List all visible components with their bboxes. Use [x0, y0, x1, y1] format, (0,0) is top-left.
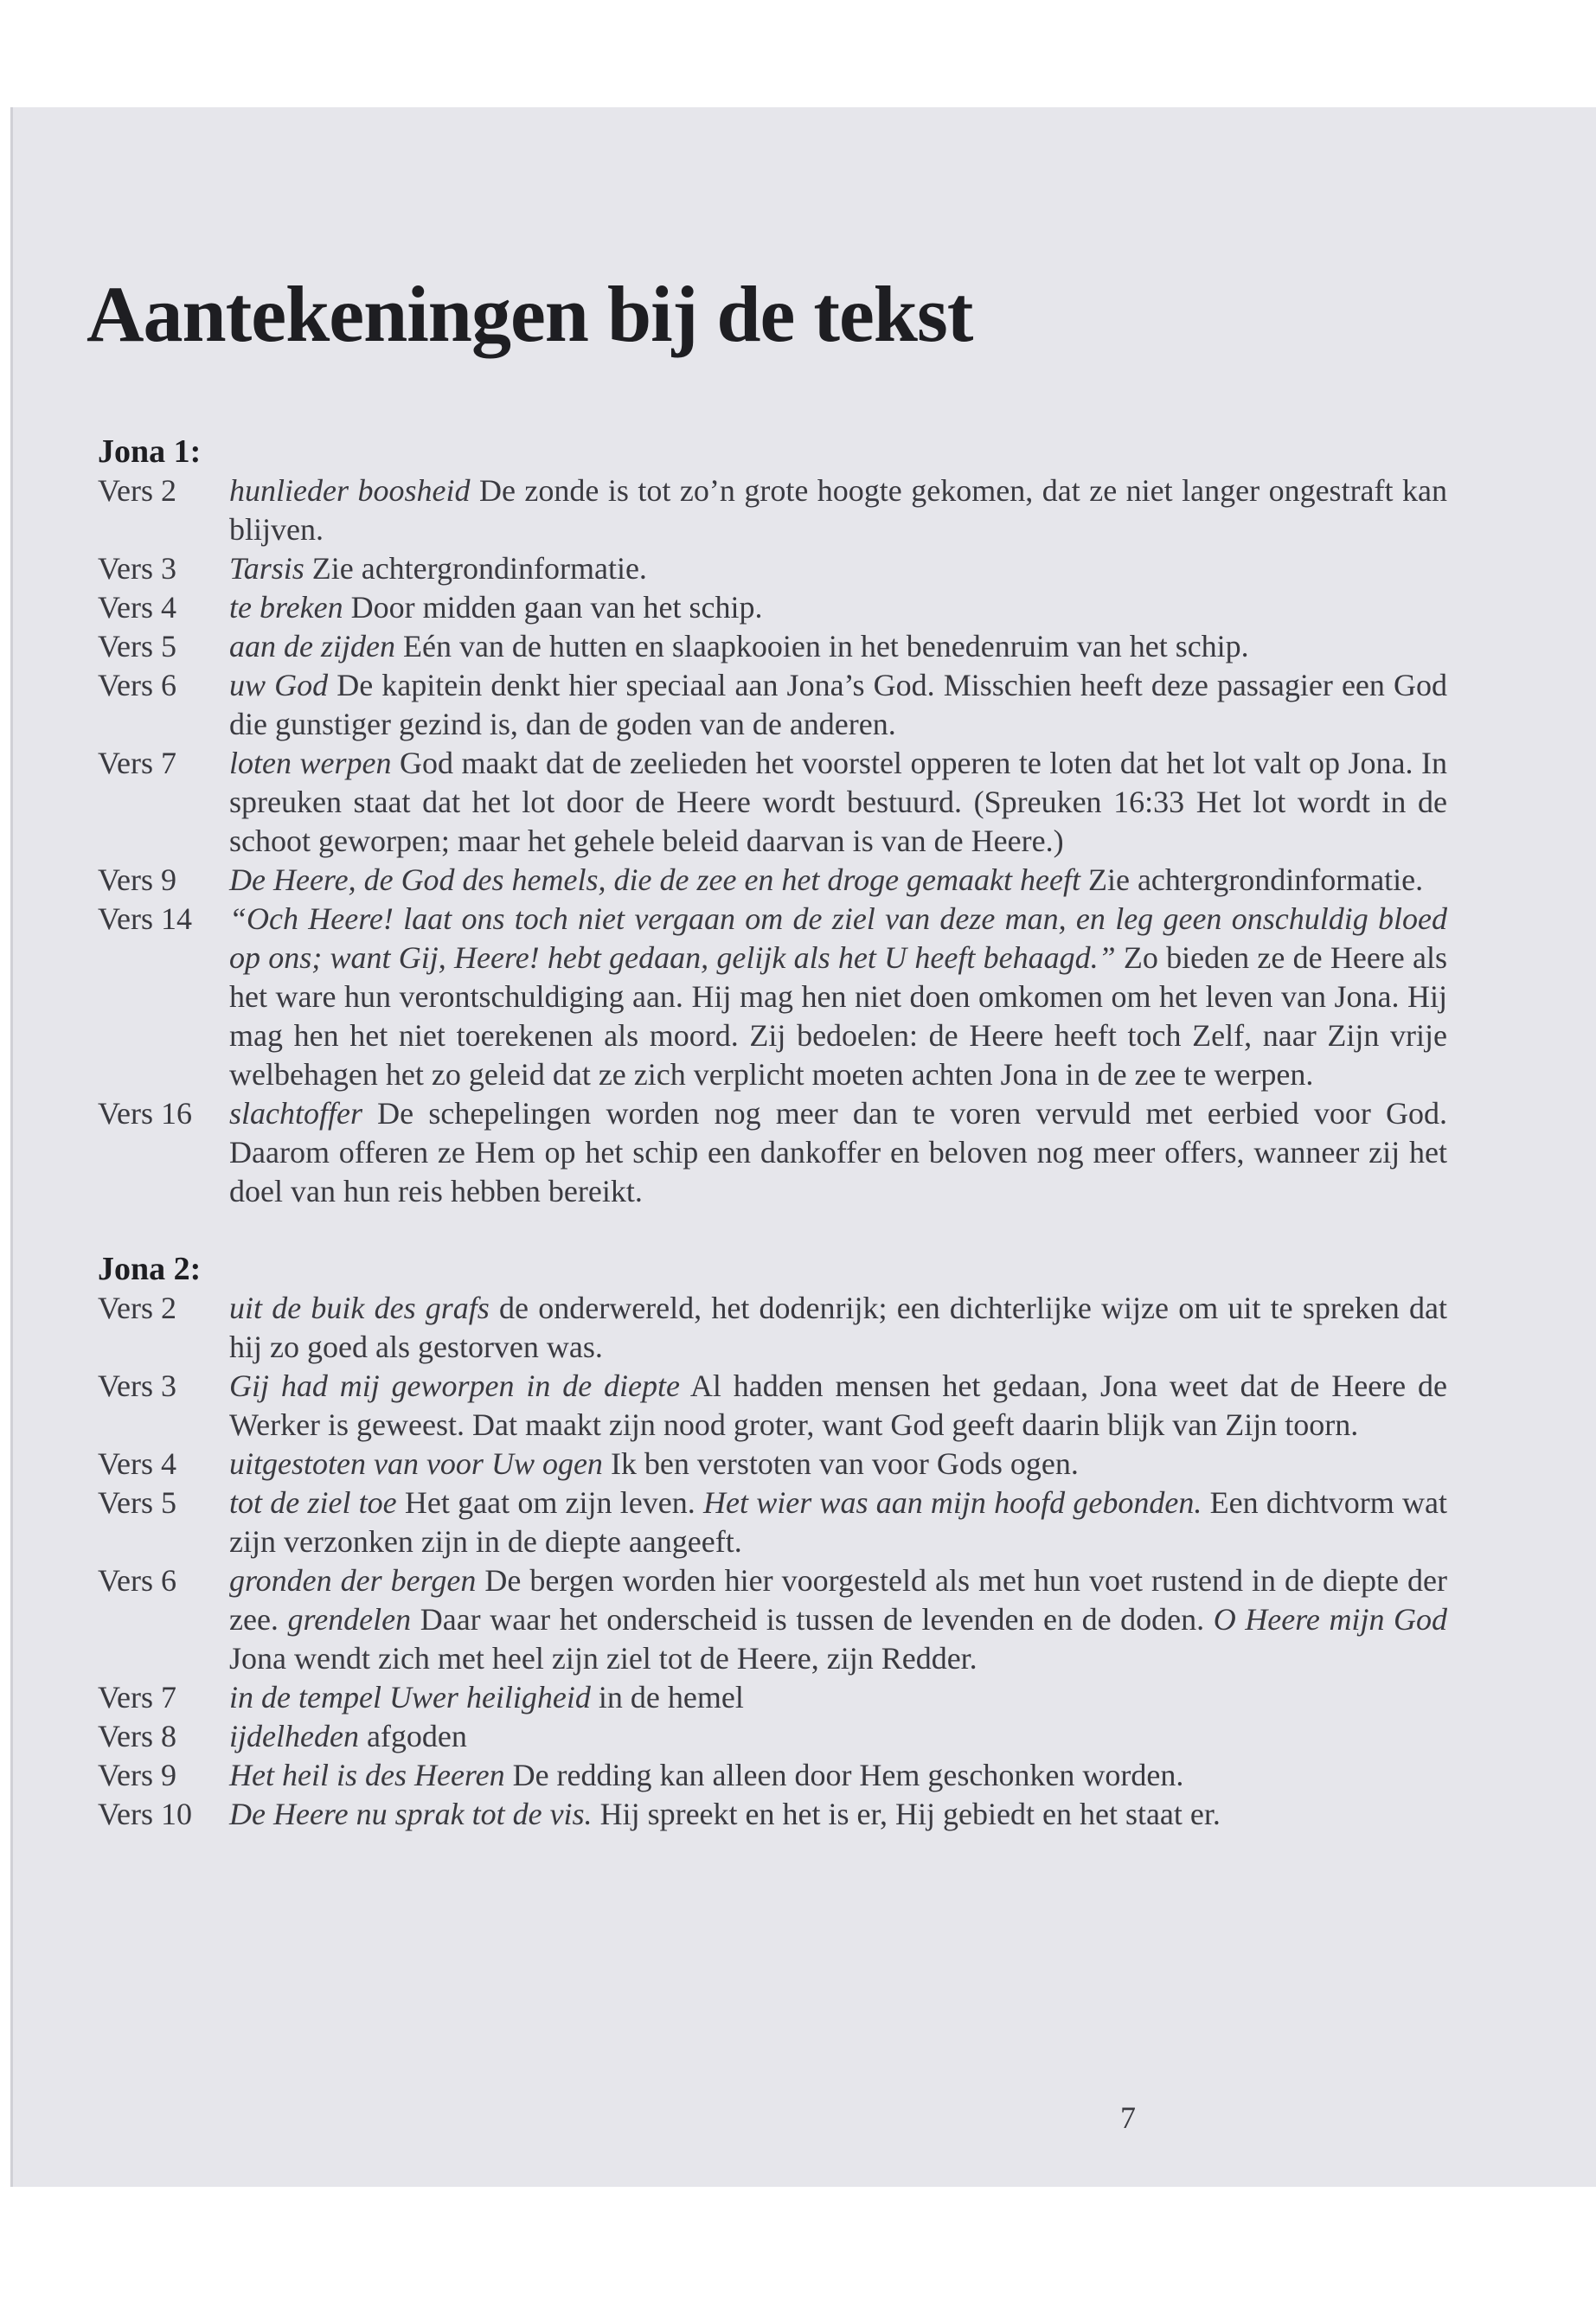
note-text: [229, 1094, 1447, 1211]
explanation: Zo bieden ze de Heere als het ware hun verontschuldiging aan. Hij mag hen niet doen omkomen om het leven van Jona. Hij mag hen het niet toerekenen als moord. Zij bedoelen: de Heere heeft toch Zelf, naar Zijn vrije welbehagen het zo geleid dat ze zich verplicht moeten achten Jona in de zee te werpen.: [229, 940, 1448, 1092]
section-heading: Jona 2:: [98, 1251, 202, 1287]
page-title: Aantekeningen bij de tekst: [87, 270, 973, 358]
note-entry: [98, 627, 1447, 666]
note-text: [229, 471, 1447, 549]
note-entry: [98, 1094, 1447, 1211]
quoted-term: uit de buik des grafs: [229, 1291, 490, 1325]
note-text: [229, 861, 1447, 900]
explanation: De kapitein denkt hier speciaal aan Jona’s God. Misschien heeft deze passagier een God die gunstiger gezind is, dan de goden van de anderen.: [229, 668, 1447, 741]
explanation: Zie achtergrondinformatie.: [1080, 862, 1424, 897]
explanation: De zonde is tot zo’n grote hoogte gekomen, dat ze niet langer ongestraft kan blijven.: [229, 473, 1447, 547]
verse-label: Vers 3: [98, 1368, 176, 1403]
note-entry: [98, 1756, 1447, 1795]
verse-label: Vers 5: [98, 1485, 176, 1520]
quoted-term: loten werpen: [229, 746, 392, 780]
note-entry: [98, 588, 1447, 627]
note-text: [229, 1289, 1447, 1367]
note-entry: [98, 1367, 1447, 1445]
page-number: 7: [1120, 2100, 1136, 2135]
verse-label: Vers 6: [98, 668, 176, 702]
note-entry: [98, 744, 1447, 861]
note-entry: [98, 1445, 1447, 1484]
verse-label: Vers 10: [98, 1797, 192, 1831]
quoted-term: ijdelheden: [229, 1719, 359, 1753]
explanation: Ik ben verstoten van voor Gods ogen.: [602, 1446, 1079, 1481]
quoted-term: uitgestoten van voor Uw ogen: [229, 1446, 603, 1481]
verse-label: Vers 7: [98, 746, 176, 780]
quoted-term: uw God: [229, 668, 329, 702]
explanation: Een dichtvorm wat zijn verzonken zijn in de diepte aangeeft.: [229, 1485, 1448, 1559]
note-text: [229, 1795, 1447, 1834]
note-entry: [98, 1795, 1447, 1834]
verse-label: Vers 8: [98, 1719, 176, 1753]
quoted-term: gronden der bergen: [229, 1563, 477, 1598]
note-text: [229, 900, 1447, 1094]
verse-label: Vers 16: [98, 1096, 192, 1131]
quoted-term: Tarsis: [229, 551, 304, 586]
quoted-term: te breken: [229, 590, 343, 625]
quoted-term: De Heere nu sprak tot de vis.: [229, 1797, 593, 1831]
section-heading: Jona 1:: [98, 433, 202, 470]
note-entry: [98, 1678, 1447, 1717]
verse-label: Vers 9: [98, 862, 176, 897]
quoted-term: O Heere mijn God: [1213, 1602, 1448, 1637]
note-text: [229, 1561, 1447, 1678]
note-entry: [98, 1289, 1447, 1367]
note-entry: [98, 1561, 1447, 1678]
explanation: De schepelingen worden nog meer dan te voren vervuld met eerbied voor God. Daarom offeren ze Hem op het schip een dankoffer en beloven nog meer offers, wanneer zij het doel van hun reis hebben bereikt.: [229, 1096, 1447, 1208]
quoted-term: Gij had mij geworpen in de diepte: [229, 1368, 681, 1403]
verse-label: Vers 3: [98, 551, 176, 586]
quoted-term: in de tempel Uwer heiligheid: [229, 1680, 591, 1715]
explanation: in de hemel: [590, 1680, 744, 1715]
verse-label: Vers 2: [98, 473, 176, 508]
explanation: Daar waar het onderscheid is tussen de levenden en de doden.: [411, 1602, 1214, 1637]
verse-label: Vers 4: [98, 590, 176, 625]
note-text: [229, 744, 1447, 861]
explanation: Jona wendt zich met heel zijn ziel tot de Heere, zijn Redder.: [229, 1641, 977, 1676]
verse-label: Vers 2: [98, 1291, 176, 1325]
quoted-term: slachtoffer: [229, 1096, 362, 1131]
quoted-term: aan de zijden: [229, 629, 395, 663]
quoted-term: Het heil is des Heeren: [229, 1758, 505, 1792]
quoted-term: grendelen: [287, 1602, 412, 1637]
note-text: [229, 1367, 1447, 1445]
verse-label: Vers 4: [98, 1446, 176, 1481]
verse-label: Vers 9: [98, 1758, 176, 1792]
verse-label: Vers 7: [98, 1680, 176, 1715]
quoted-term: De Heere, de God des hemels, die de zee en het droge gemaakt heeft: [229, 862, 1080, 897]
note-entry: [98, 471, 1447, 549]
explanation: De redding kan alleen door Hem geschonken worden.: [504, 1758, 1184, 1792]
verse-label: Vers 14: [98, 901, 192, 936]
note-entry: [98, 861, 1447, 900]
note-text: [229, 588, 1447, 627]
note-entry: [98, 666, 1447, 744]
note-text: [229, 666, 1447, 744]
quoted-term: “Och Heere! laat ons toch niet vergaan om de ziel van deze man, en leg geen onschuldig bloed op ons; want Gij, Heere! hebt gedaan, gelijk als het U heeft behaagd.”: [229, 901, 1447, 975]
note-text: [229, 1678, 1447, 1717]
quoted-term: tot de ziel toe: [229, 1485, 397, 1520]
note-text: [229, 1484, 1447, 1561]
note-entry: [98, 900, 1447, 1094]
note-entry: [98, 1717, 1447, 1756]
note-entry: [98, 549, 1447, 588]
verse-label: Vers 6: [98, 1563, 176, 1598]
note-text: [229, 1717, 1447, 1756]
verse-label: Vers 5: [98, 629, 176, 663]
explanation: Hij spreekt en het is er, Hij gebiedt en het staat er.: [592, 1797, 1221, 1831]
explanation: Eén van de hutten en slaapkooien in het benedenruim van het schip.: [394, 629, 1249, 663]
section-spacer: [98, 1211, 1447, 1250]
quoted-term: Het wier was aan mijn hoofd gebonden.: [702, 1485, 1202, 1520]
explanation: afgoden: [358, 1719, 467, 1753]
note-text: [229, 627, 1447, 666]
note-text: [229, 1756, 1447, 1795]
explanation: Het gaat om zijn leven.: [396, 1485, 703, 1520]
explanation: Zie achtergrondinformatie.: [304, 551, 647, 586]
explanation: De bergen worden hier voorgesteld als met hun voet rustend in de diepte der zee.: [229, 1563, 1447, 1637]
quoted-term: hunlieder boosheid: [229, 473, 471, 508]
note-text: [229, 1445, 1447, 1484]
explanation: Door midden gaan van het schip.: [343, 590, 763, 625]
note-entry: [98, 1484, 1447, 1561]
explanation: Al hadden mensen het gedaan, Jona weet dat de Heere de Werker is geweest. Dat maakt zijn nood groter, want God geeft daarin blijk van Zijn toorn.: [229, 1368, 1447, 1442]
notes-list: [98, 433, 1447, 1834]
explanation: God maakt dat de zeelieden het voorstel opperen te loten dat het lot valt op Jona. In spreuken staat dat het lot door de Heere wordt bestuurd. (Spreuken 16:33 Het lot wordt in de schoot geworpen; maar het gehele beleid daarvan is van de Heere.): [229, 746, 1447, 858]
explanation: de onderwereld, het dodenrijk; een dichterlijke wijze om uit te spreken dat hij zo goed als gestorven was.: [229, 1291, 1447, 1364]
note-text: [229, 549, 1447, 588]
